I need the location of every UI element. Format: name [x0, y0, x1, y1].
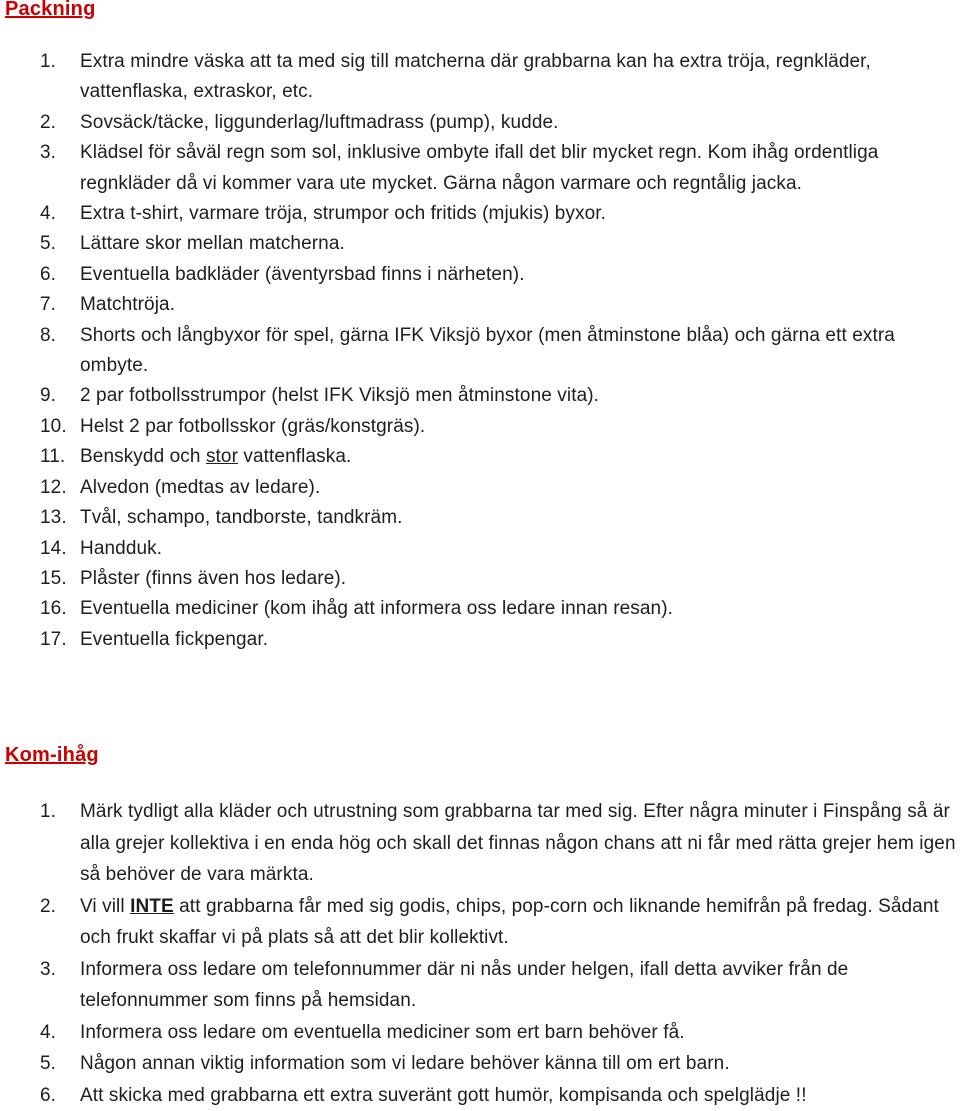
list-item: [0, 473, 910, 503]
item-text-before: Benskydd och: [80, 446, 206, 467]
item-text: Informera oss ledare om eventuella mediciner som ert barn behöver få.: [80, 1022, 685, 1043]
list-item: [0, 796, 960, 891]
item-text: Helst 2 par fotbollsskor (gräs/konstgräs).: [80, 416, 425, 437]
list-item: [0, 260, 910, 290]
item-number: 2.: [40, 108, 56, 138]
list-item: [0, 1048, 960, 1080]
list-item: [0, 954, 960, 1017]
item-text: Lättare skor mellan matcherna.: [80, 233, 345, 254]
item-number: 6.: [40, 260, 56, 290]
item-number: 1.: [40, 47, 56, 77]
list-item: [0, 290, 910, 320]
list-item: [0, 138, 910, 199]
reminder-list: [0, 796, 960, 1111]
item-number: 10.: [40, 412, 67, 442]
item-text-after: att grabbarna får med sig godis, chips, pop-corn och liknande hemifrån på fredag. Sådant och frukt skaffar vi på plats så att det blir kollektivt.: [80, 896, 939, 949]
list-item: [0, 229, 910, 259]
item-number: 3.: [40, 954, 56, 986]
list-item: [0, 1017, 960, 1049]
list-item: [0, 564, 910, 594]
list-item: [0, 108, 910, 138]
item-text-after: vattenflaska.: [238, 446, 351, 467]
list-item: [0, 381, 910, 411]
item-number: 9.: [40, 381, 56, 411]
item-number: 8.: [40, 321, 56, 351]
item-text: Extra t-shirt, varmare tröja, strumpor och fritids (mjukis) byxor.: [80, 203, 606, 224]
item-number: 4.: [40, 1017, 56, 1049]
list-item: [0, 412, 910, 442]
list-item: [0, 503, 910, 533]
item-text: Eventuella badkläder (äventyrsbad finns i närheten).: [80, 264, 525, 285]
item-text: Alvedon (medtas av ledare).: [80, 477, 320, 498]
list-item: [0, 891, 960, 954]
item-number: 6.: [40, 1080, 56, 1111]
list-item: [0, 594, 910, 624]
item-number: 11.: [40, 442, 65, 472]
item-text: Eventuella mediciner (kom ihåg att informera oss ledare innan resan).: [80, 598, 673, 619]
item-number: 5.: [40, 1048, 56, 1080]
item-number: 3.: [40, 138, 56, 168]
item-number: 14.: [40, 534, 67, 564]
section-heading-kom-ihag: Kom-ihåg: [5, 744, 99, 767]
item-number: 7.: [40, 290, 56, 320]
item-text: Matchtröja.: [80, 294, 175, 315]
emphasized-word: INTE: [130, 896, 174, 917]
item-number: 5.: [40, 229, 56, 259]
item-text-before: Vi vill: [80, 896, 130, 917]
item-text: Plåster (finns även hos ledare).: [80, 568, 346, 589]
item-text: Att skicka med grabbarna ett extra suveränt gott humör, kompisanda och spelglädje !!: [80, 1085, 807, 1106]
item-text: 2 par fotbollsstrumpor (helst IFK Viksjö men åtminstone vita).: [80, 385, 599, 406]
item-number: 4.: [40, 199, 56, 229]
item-text: Märk tydligt alla kläder och utrustning som grabbarna tar med sig. Efter några minuter i Finspång så är alla grejer kollektiva i en enda hög och skall det finnas någon chans att ni får med rätta grejer hem igen så behöver de vara märkta.: [80, 801, 956, 885]
item-text: Informera oss ledare om telefonnummer där ni nås under helgen, ifall detta avviker från de telefonnummer som finns på hemsidan.: [80, 959, 848, 1012]
list-item: [0, 534, 910, 564]
item-number: 12.: [40, 473, 67, 503]
item-text: Handduk.: [80, 538, 162, 559]
item-text: Någon annan viktig information som vi ledare behöver känna till om ert barn.: [80, 1053, 730, 1074]
item-text: Extra mindre väska att ta med sig till matcherna där grabbarna kan ha extra tröja, regnkläder, vattenflaska, extraskor, etc.: [80, 51, 871, 102]
section-heading-packning: Packning: [5, 0, 96, 21]
item-number: 15.: [40, 564, 67, 594]
item-number: 2.: [40, 891, 56, 923]
list-item: [0, 199, 910, 229]
packing-list: [0, 47, 910, 655]
list-item: [0, 442, 910, 472]
item-text: Eventuella fickpengar.: [80, 629, 268, 650]
underlined-word: stor: [206, 446, 238, 467]
list-item: [0, 625, 910, 655]
item-number: 17.: [40, 625, 67, 655]
item-number: 13.: [40, 503, 67, 533]
item-number: 16.: [40, 594, 67, 624]
item-number: 1.: [40, 796, 56, 828]
list-item: [0, 321, 910, 382]
item-text: Tvål, schampo, tandborste, tandkräm.: [80, 507, 403, 528]
item-text: Sovsäck/täcke, liggunderlag/luftmadrass (pump), kudde.: [80, 112, 559, 133]
list-item: [0, 47, 910, 108]
item-text: Klädsel för såväl regn som sol, inklusive ombyte ifall det blir mycket regn. Kom ihåg ordentliga regnkläder då vi kommer vara ute mycket. Gärna någon varmare och regntålig jacka.: [80, 142, 878, 193]
item-text: Shorts och långbyxor för spel, gärna IFK Viksjö byxor (men åtminstone blåa) och gärna ett extra ombyte.: [80, 325, 895, 376]
list-item: [0, 1080, 960, 1111]
